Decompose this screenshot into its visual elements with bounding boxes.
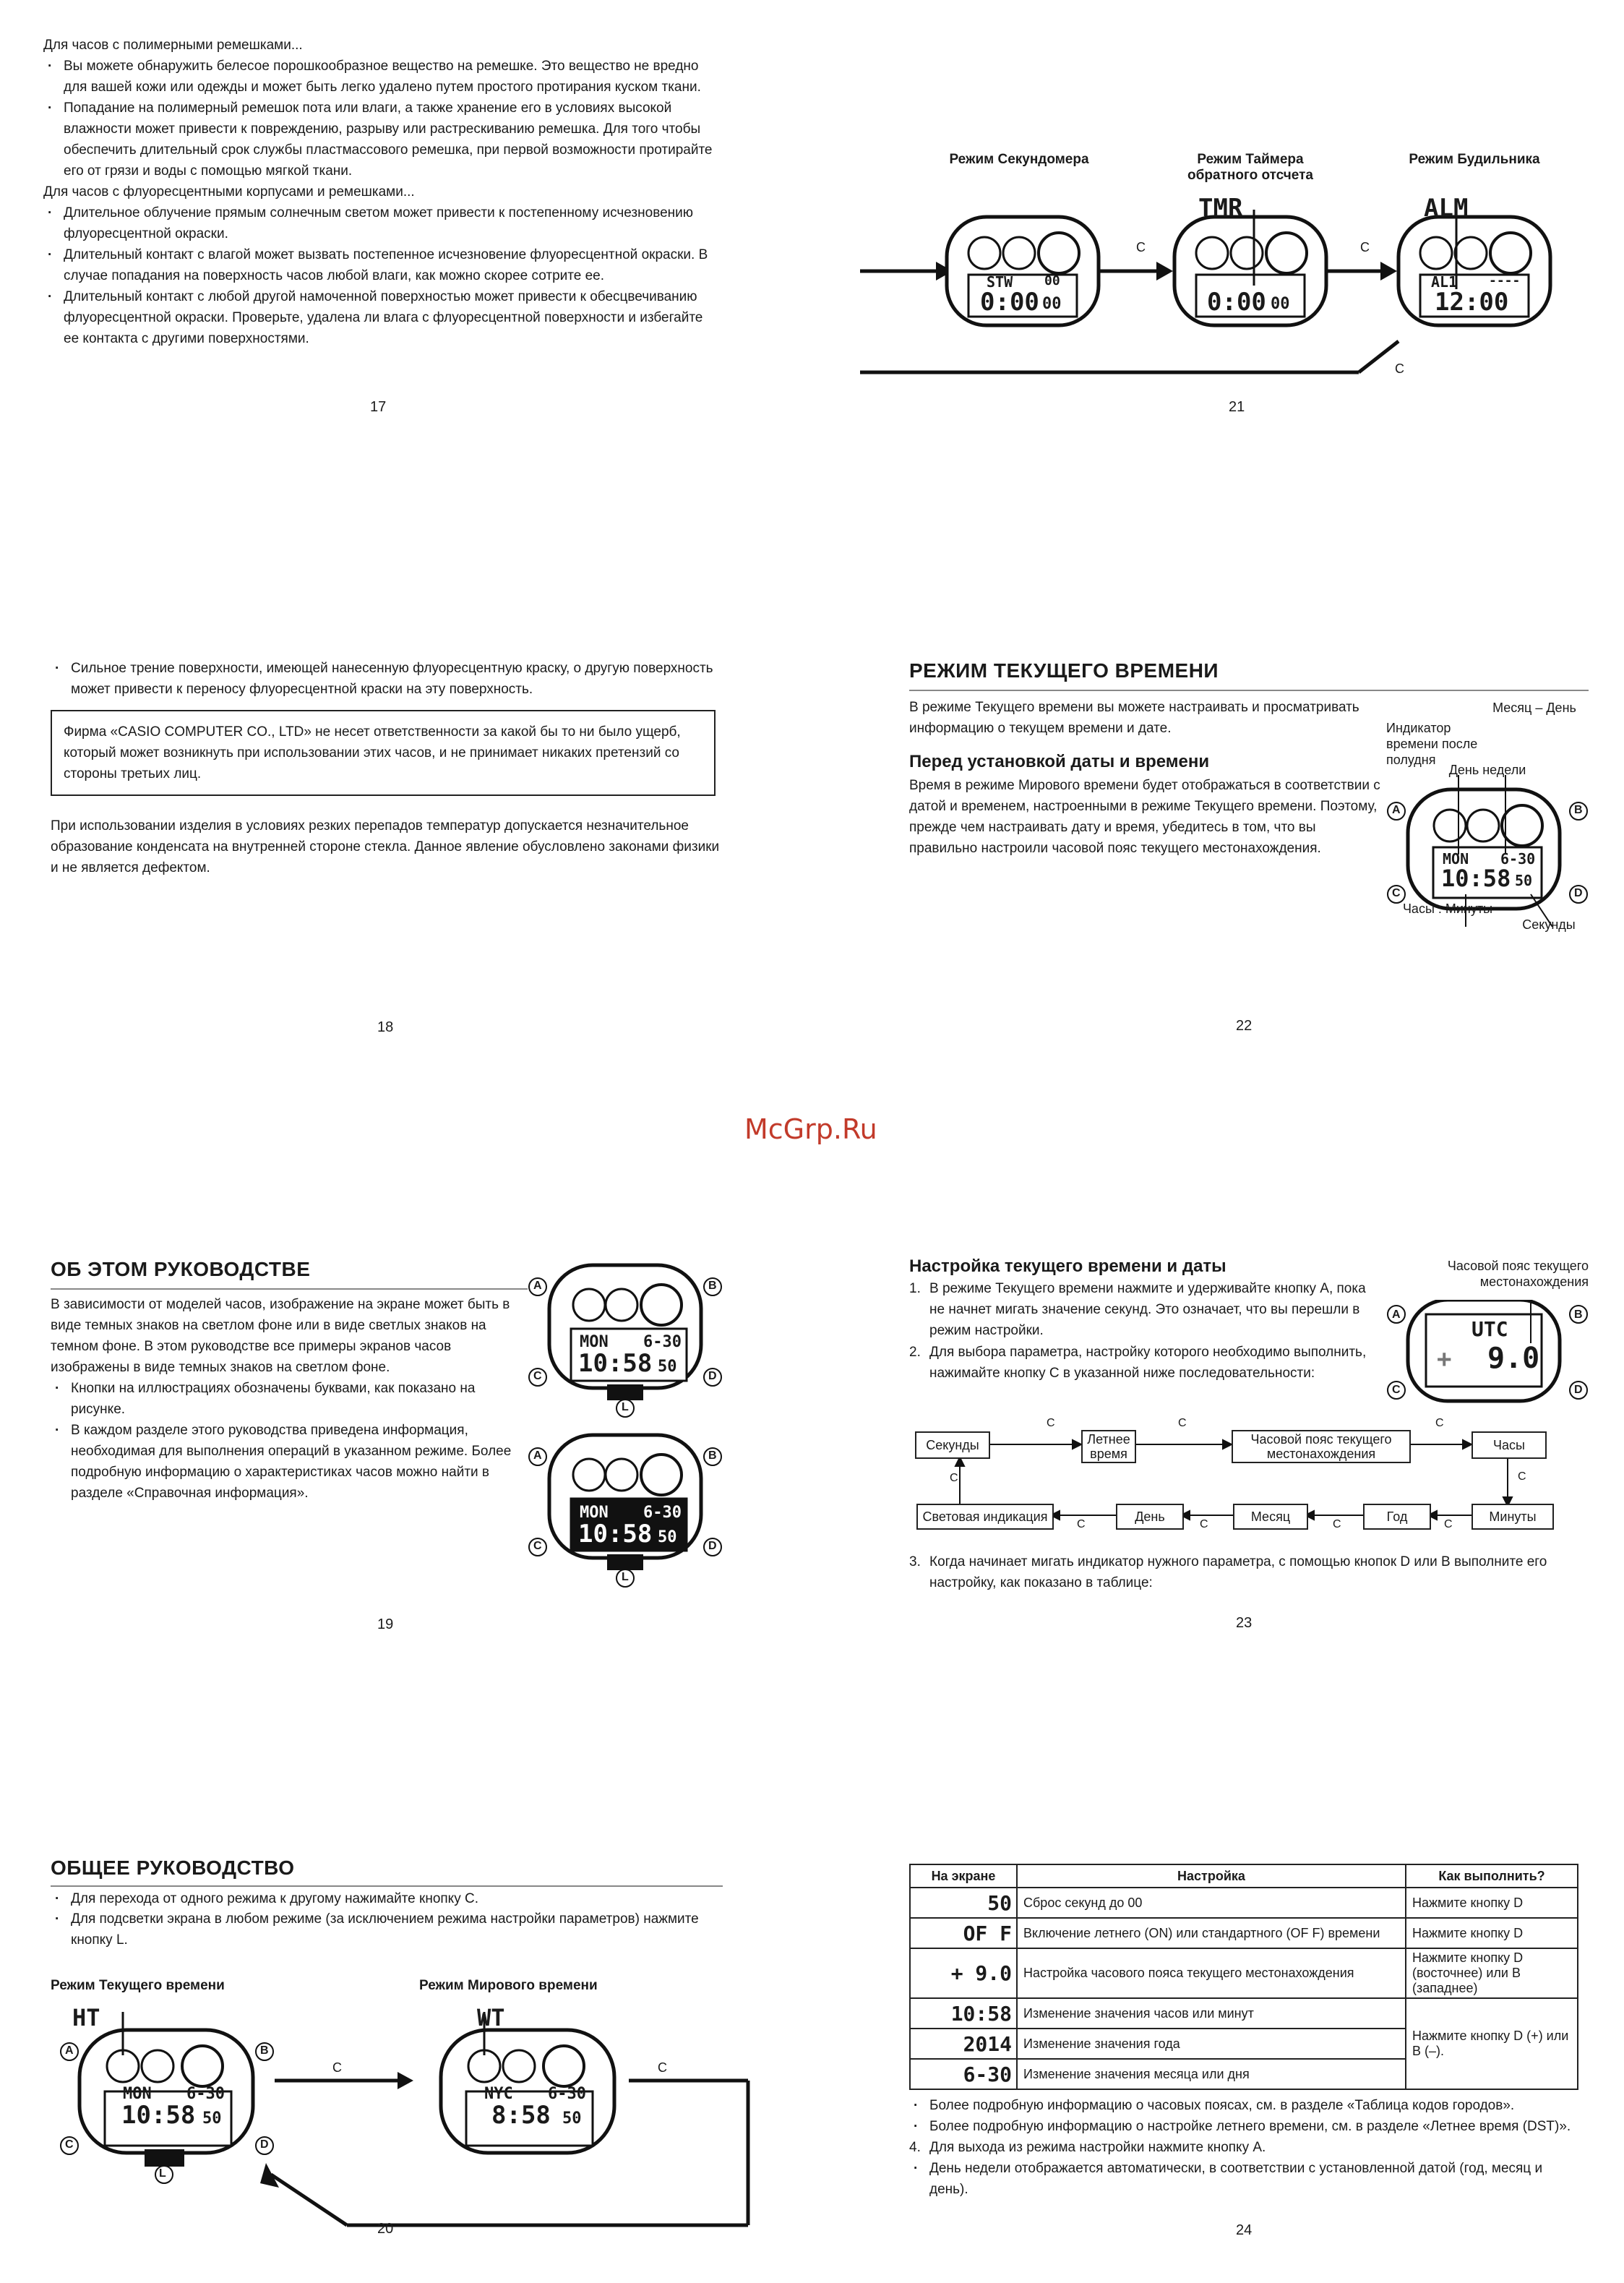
button-a-label: A: [533, 1449, 542, 1462]
current-time-mode-label: Режим Текущего времени: [51, 1978, 225, 1993]
page-17-text: [43, 35, 716, 349]
button-b-label: B: [708, 1449, 717, 1462]
stw-seconds: 00: [1042, 295, 1062, 313]
page-21: [853, 152, 1590, 427]
p24-step-4: [909, 2137, 1581, 2158]
how-cell: Нажмите кнопку D: [1406, 1918, 1578, 1948]
flow-seconds: Секунды: [915, 1431, 990, 1459]
button-c-label: C: [1392, 887, 1401, 899]
step-number: 4.: [909, 2140, 921, 2155]
flow-c-label: C: [1444, 1518, 1453, 1530]
col-header: Настройка: [1017, 1864, 1406, 1888]
step-text: В режиме Текущего времени нажмите и удерживайте кнопку А, пока не начнет мигать значение секунд. Это означает, что вы перешли в режим настройки.: [929, 1281, 1366, 1338]
alarm-time: 12:00: [1435, 288, 1509, 317]
table-row: [910, 1888, 1578, 1918]
button-l-label: L: [159, 2167, 166, 2180]
seconds-display: 50: [658, 1358, 677, 1376]
table-row: [910, 1948, 1578, 1998]
time-display-inverted: 10:58: [578, 1520, 653, 1549]
setting-cell: Изменение значения месяца или дня: [1017, 2059, 1406, 2089]
button-d-label: D: [1574, 1384, 1583, 1396]
button-diagram: [528, 1258, 730, 1605]
button-b-label: B: [1574, 804, 1583, 816]
button-d-label: D: [708, 1540, 717, 1552]
step-text: Когда начинает мигать индикатор нужного параметра, с помощью кнопок D или В выполните его настройку, как показано в таблице:: [929, 1554, 1547, 1590]
utc-display: UTC: [1472, 1317, 1508, 1341]
step-3: [909, 1551, 1589, 1593]
button-b-label: B: [1574, 1308, 1583, 1321]
callout-weekday: День недели: [1448, 763, 1526, 777]
page-17: [43, 35, 766, 570]
button-l-label: L: [622, 1571, 629, 1583]
seconds-display: 50: [1515, 872, 1533, 889]
weekday-display-inverted: MON: [580, 1504, 609, 1522]
button-d-label: D: [708, 1370, 717, 1382]
time-display: 10:58: [1441, 865, 1511, 892]
stw-time: 0:00: [980, 288, 1039, 317]
flow-c-label: C: [1047, 1417, 1055, 1429]
flow-timezone: Часовой пояс текущего местонахождения: [1232, 1430, 1411, 1463]
date-display: 6-30: [1500, 850, 1536, 868]
p17-bullet: · Длительный контакт с любой другой намоченной поверхностью может привести к обесцвечиванию флуоресцентной окраски. Проверьте, удалена ли влага с флуоресцентной поверхности и избегайте ее контакта с другими поверхностями.: [43, 286, 716, 349]
flow-hours: Часы: [1472, 1431, 1547, 1459]
page-20: [51, 1856, 773, 2261]
p19-intro: В зависимости от моделей часов, изображение на экране может быть в виде темных знаков на светлом фоне или в виде светлых знаков на темном фоне. В этом руководстве все примеры экранов часов изображены в виде темных знаков на светлом фоне.: [51, 1297, 510, 1375]
alarm-sub: ----: [1489, 273, 1521, 288]
p22-intro: В режиме Текущего времени вы можете настраивать и просматривать информацию о текущем времени и дате.: [909, 700, 1359, 736]
col-header: На экране: [910, 1864, 1017, 1888]
step-number: 2.: [909, 1345, 921, 1360]
screen-cell: 50: [910, 1888, 1017, 1918]
section-title: РЕЖИМ ТЕКУЩЕГО ВРЕМЕНИ: [909, 659, 1219, 682]
how-cell: Нажмите кнопку D: [1406, 1888, 1578, 1918]
button-b-label: B: [260, 2044, 269, 2057]
section-title: ОБЩЕЕ РУКОВОДСТВО: [51, 1856, 295, 1879]
p24-note: · Более подробную информацию о часовых поясах, см. в разделе «Таблица кодов городов».: [909, 2095, 1581, 2116]
p19-bullet: · Кнопки на иллюстрациях обозначены буквами, как показано на рисунке.: [51, 1378, 523, 1420]
callout-month-day: Месяц – День: [1492, 701, 1576, 715]
page-number: 18: [377, 1019, 394, 1035]
flow-day: День: [1116, 1504, 1184, 1530]
setting-cell: Изменение значения часов или минут: [1017, 1998, 1406, 2029]
flow-c-label: C: [950, 1472, 958, 1484]
p24-notes: [909, 2095, 1581, 2200]
p22-subtitle: Перед установкой даты и времени: [909, 752, 1210, 771]
p17-bullet: · Длительное облучение прямым солнечным светом может привести к постепенному исчезновению флуоресцентной окраски.: [43, 202, 716, 244]
date-display: 6-30: [186, 2085, 225, 2103]
timer-time: 0:00: [1207, 288, 1266, 317]
step-1: [909, 1278, 1379, 1341]
table-header-row: [910, 1864, 1578, 1888]
button-d-label: D: [260, 2138, 269, 2151]
setting-cell: Сброс секунд до 00: [1017, 1888, 1406, 1918]
mode-switch-diagram: [51, 1994, 773, 2283]
button-a-label: A: [65, 2044, 74, 2057]
watermark: McGrp.Ru: [744, 1113, 877, 1145]
screen-cell: 6-30: [910, 2059, 1017, 2089]
table-row: [910, 1918, 1578, 1948]
page-23: [909, 1256, 1589, 1647]
settings-table: [909, 1864, 1578, 2090]
flow-c-label: C: [1518, 1470, 1526, 1483]
flow-c-label: C: [1435, 1417, 1444, 1429]
button-c-label: C: [533, 1370, 542, 1382]
stw-label: STW: [987, 273, 1013, 291]
flow-month: Месяц: [1233, 1504, 1308, 1530]
flow-dst: Летнее время: [1081, 1430, 1136, 1463]
flow-c-label: C: [1178, 1417, 1187, 1429]
title-rule: [909, 690, 1589, 691]
how-cell: Нажмите кнопку D (восточнее) или B (западнее): [1406, 1948, 1578, 1998]
time-display: 8:58: [491, 2101, 551, 2130]
step-number: 1.: [909, 1281, 921, 1296]
p17-line: Для часов с полимерными ремешками...: [43, 38, 303, 53]
notice-text: Фирма «CASIO COMPUTER CO., LTD» не несет ответственности за какой бы то ни было ущерб, который может возникнуть при использовании этих часов, и не принимает никаких претензий со стороны третьих лиц.: [64, 724, 681, 781]
setting-cell: Настройка часового пояса текущего местонахождения: [1017, 1948, 1406, 1998]
button-l-label: L: [622, 1401, 629, 1413]
timer-seconds: 00: [1271, 295, 1290, 313]
notice-box: [51, 710, 716, 796]
title-rule: [51, 1288, 528, 1290]
screen-cell: OF F: [910, 1918, 1017, 1948]
step-number: 3.: [909, 1554, 921, 1569]
p22-body: Время в режиме Мирового времени будет отображаться в соответствии с датой и временем, настроенными в режиме Текущего времени. Поэтому, прежде чем настраивать дату и время, убедитесь в том, что вы правильно настроили часовой пояс текущего местонахождения.: [909, 778, 1380, 856]
seconds-display: 50: [202, 2109, 222, 2128]
table-row: [910, 1998, 1578, 2029]
date-display: 6-30: [548, 2085, 586, 2103]
p18-paragraph: При использовании изделия в условиях резких перепадов температур допускается незначительное образование конденсата на внутренней стороне стекла. Данное явление обусловлено законами физики и не является дефектом.: [51, 818, 720, 875]
step-text: Для выхода из режима настройки нажмите кнопку А.: [929, 2140, 1266, 2155]
p17-bullet: · Вы можете обнаружить белесое порошкообразное вещество на ремешке. Это вещество не вредно для вашей кожи или одежды и может быть легко удалено путем простого протирания куском ткани.: [43, 56, 716, 98]
page-number: 23: [1236, 1615, 1253, 1631]
page-18: [51, 658, 773, 1048]
time-display: 10:58: [121, 2101, 196, 2130]
button-a-label: A: [533, 1280, 542, 1292]
date-display: 6-30: [643, 1333, 682, 1351]
timer-indicator: TMR: [1198, 194, 1243, 223]
setting-cell: Включение летнего (ON) или стандартного (OF F) времени: [1017, 1918, 1406, 1948]
flow-c-label: C: [1200, 1518, 1208, 1530]
callout-seconds: Секунды: [1522, 917, 1576, 932]
alarm-label: AL1: [1431, 273, 1458, 291]
button-a-label: A: [1392, 1308, 1401, 1321]
page-24: [909, 1864, 1589, 2261]
title-rule: [51, 1885, 723, 1887]
button-c-label: C: [332, 2060, 342, 2075]
world-time-mode-label: Режим Мирового времени: [419, 1978, 598, 1993]
section-title: ОБ ЭТОМ РУКОВОДСТВЕ: [51, 1258, 311, 1280]
flow-year: Год: [1363, 1504, 1431, 1530]
offset-sign: +: [1437, 1345, 1452, 1374]
callout-hours-minutes: Часы : Минуты: [1402, 901, 1493, 916]
button-c-label: C: [65, 2138, 74, 2151]
flow-c-label: C: [1333, 1518, 1341, 1530]
stw-sub: 00: [1044, 273, 1060, 288]
timer-mode-label: Режим Таймера обратного отсчета: [1187, 152, 1313, 183]
col-header: Как выполнить?: [1406, 1864, 1578, 1888]
button-c-label: C: [1136, 240, 1146, 254]
flow-c-label: C: [1077, 1518, 1086, 1530]
page-number: 20: [377, 2221, 394, 2237]
p20-bullet: · Для перехода от одного режима к другому нажимайте кнопку С.: [51, 1888, 743, 1909]
p18-bullet: · Сильное трение поверхности, имеющей нанесенную флуоресцентную краску, о другую поверхность может привести к переносу флуоресцентной краски на эту поверхность.: [51, 658, 736, 700]
step-text: Для выбора параметра, настройку которого необходимо выполнить, нажимайте кнопку С в указанной ниже последовательности:: [929, 1345, 1367, 1381]
flow-backlight: Световая индикация: [916, 1504, 1054, 1530]
button-a-label: A: [1392, 804, 1401, 816]
how-cell: Нажмите кнопку D (+) или B (–).: [1406, 1998, 1578, 2089]
p23-subtitle: Настройка текущего времени и даты: [909, 1256, 1226, 1276]
p17-bullet: · Длительный контакт с влагой может вызвать постепенное исчезновение флуоресцентной окраски. В случае попадания на поверхность часов любой влаги, как можно скорее сотрите ее.: [43, 244, 716, 286]
alarm-mode-label: Режим Будильника: [1409, 152, 1540, 167]
weekday-display: MON: [1443, 850, 1469, 868]
button-c-label: C: [533, 1540, 542, 1552]
city-display: NYC: [484, 2085, 513, 2103]
button-d-label: D: [1574, 887, 1583, 899]
weekday-display: MON: [580, 1333, 609, 1351]
p17-line: Для часов с флуоресцентными корпусами и ремешками...: [43, 184, 415, 200]
callout-timezone: Часовой пояс текущего местонахождения: [1447, 1259, 1589, 1289]
screen-cell: 2014: [910, 2029, 1017, 2059]
alarm-indicator: ALM: [1424, 194, 1469, 223]
seconds-display: 50: [562, 2109, 582, 2128]
page-number: 17: [370, 399, 387, 415]
ht-indicator: HT: [72, 2004, 100, 2031]
button-c-label: C: [1395, 361, 1404, 376]
p24-note: · Более подробную информацию о настройке летнего времени, см. в разделе «Летнее время (DST)».: [909, 2116, 1581, 2137]
p24-note: · День недели отображается автоматически, в соответствии с установленной датой (год, месяц и день).: [909, 2158, 1581, 2200]
setting-cell: Изменение значения года: [1017, 2029, 1406, 2059]
page-number: 22: [1236, 1018, 1253, 1034]
button-c-label: C: [1360, 240, 1370, 254]
flow-minutes: Минуты: [1472, 1504, 1554, 1530]
screen-cell: 10:58: [910, 1998, 1017, 2029]
button-b-label: B: [708, 1280, 717, 1292]
button-c-label: C: [658, 2060, 667, 2075]
p17-bullet: · Попадание на полимерный ремешок пота или влаги, а также хранение его в условиях высокой влажности может привести к повреждению, разрыву или растрескиванию ремешка. Для того чтобы обеспечить длительный срок службы пластмассового ремешка, при первой возможности протирайте его от грязи и воды с помощью мягкой ткани.: [43, 98, 716, 181]
page-22: [909, 659, 1589, 1050]
time-display: 10:58: [578, 1349, 653, 1378]
offset-value: 9.0: [1487, 1342, 1540, 1375]
weekday-display: MON: [123, 2085, 152, 2103]
page-19: [51, 1258, 773, 1648]
wt-indicator: WT: [477, 2004, 505, 2031]
page-number: 24: [1236, 2222, 1253, 2238]
stopwatch-mode-label: Режим Секундомера: [949, 152, 1089, 167]
seconds-display-inverted: 50: [658, 1528, 677, 1546]
page-number: 21: [1229, 399, 1245, 415]
date-display-inverted: 6-30: [643, 1504, 682, 1522]
page-number: 19: [377, 1616, 394, 1632]
button-c-label: C: [1392, 1384, 1401, 1396]
screen-cell: + 9.0: [910, 1948, 1017, 1998]
step-2: [909, 1342, 1379, 1384]
p20-bullet: · Для подсветки экрана в любом режиме (за исключением режима настройки параметров) нажмите кнопку L.: [51, 1909, 743, 1950]
callout-pm-indicator: Индикатор времени после полудня: [1386, 721, 1478, 767]
p19-bullet: · В каждом разделе этого руководства приведена информация, необходимая для выполнения операций в указанном режиме. Более подробную информацию о характеристиках часов можно найти в разделе «Справочная информация».: [51, 1420, 523, 1504]
